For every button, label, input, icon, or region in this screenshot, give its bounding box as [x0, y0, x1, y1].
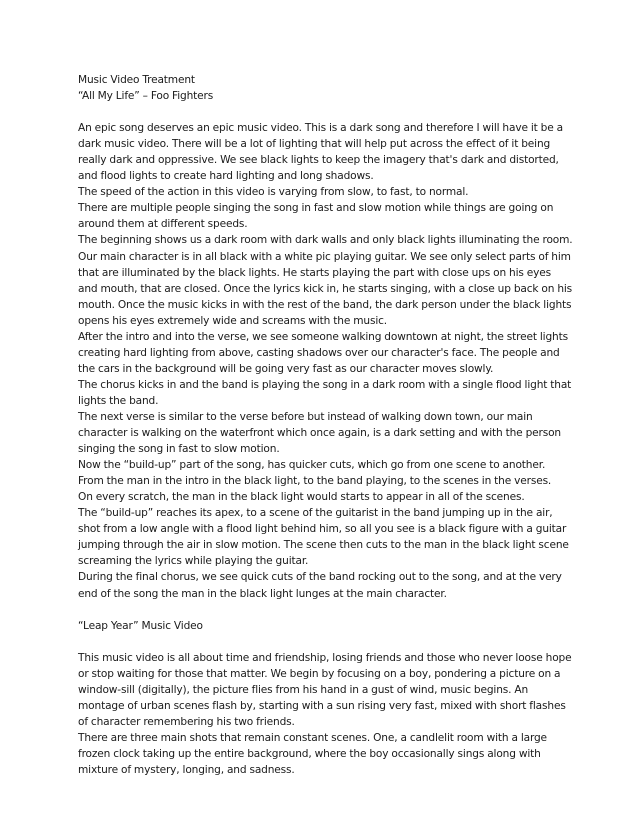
paragraph-scratch: On every scratch, the man in the black light would starts to appear in all of the scenes.: [78, 491, 525, 504]
treatment-heading: Music Video Treatment: [78, 74, 195, 86]
paragraph-next-verse: The next verse is similar to the verse before but instead of walking down town, our main character is walking on the waterfront which once again, is a dark setting and with the person singing the song in fast to slow motion.: [78, 410, 561, 456]
paragraph-speed: The speed of the action in this video is varying from slow, to fast, to normal.: [78, 186, 469, 199]
spacer: [78, 104, 573, 120]
paragraph-main-shots: There are three main shots that remain constant scenes. One, a candlelit room with a large frozen clock taking up the entire background, where the boy occasionally sings along with mixture of mystery, longing, and sadness.: [78, 731, 547, 777]
paragraph-singers: There are multiple people singing the song in fast and slow motion while things are going on around them at different speeds.: [78, 202, 554, 231]
paragraph-apex: The “build-up” reaches its apex, to a scene of the guitarist in the band jumping up in the air, shot from a low angle with a flood light behind him, so all you see is a black figure with a guitar jumping through the air in slow motion. The scene then cuts to the man in the black light scene screaming the lyrics while playing the guitar.: [78, 507, 569, 568]
paragraph-leap-year-intro: This music video is all about time and friendship, losing friends and those who never loose hope or stop waiting for those that matter. We begin by focusing on a boy, pondering a picture on a window-sill (digitally), the picture flies from his hand in a gust of wind, music begins. An montage of urban scenes flash by, starting with a sun rising very fast, mixed with short flashes of character remembering his two friends.: [78, 651, 572, 728]
paragraph-intro: An epic song deserves an epic music video. This is a dark song and therefore I will have it be a dark music video. There will be a lot of lighting that will help put across the effect of it being really dark and oppressive. We see black lights to keep the imagery that's dark and distorted, and flood lights to create hard lighting and long shadows.: [78, 122, 563, 183]
paragraph-chorus: The chorus kicks in and the band is playing the song in a dark room with a single flood light that lights the band.: [78, 378, 572, 407]
paragraph-build-up: Now the “build-up” part of the song, has quicker cuts, which go from one scene to another. From the man in the intro in the black light, to the band playing, to the scenes in the verses.: [78, 459, 552, 488]
spacer: [78, 602, 573, 618]
spacer: [78, 634, 573, 650]
document-body: [78, 72, 573, 778]
paragraph-final-chorus: During the final chorus, we see quick cuts of the band rocking out to the song, and at the very end of the song the man in the black light lunges at the main character.: [78, 571, 562, 600]
section-title: “Leap Year” Music Video: [78, 619, 203, 632]
paragraph-verse: After the intro and into the verse, we see someone walking downtown at night, the street lights creating hard lighting from above, casting shadows over our character's face. The people and the cars in the background will be going very fast as our character moves slowly.: [78, 330, 568, 375]
paragraph-beginning: The beginning shows us a dark room with dark walls and only black lights illuminating the room. Our main character is in all black with a white pic playing guitar. We see only select parts of him that are illuminated by the black lights. He starts playing the part with close ups on his eyes and mouth, that are closed. Once the lyrics kick in, he starts singing, with a close up back on his mouth. Once the music kicks in with the rest of the band, the dark person under the black lights opens his eyes extremely wide and screams with the music.: [78, 234, 573, 327]
song-title: “All My Life” – Foo Fighters: [78, 90, 214, 103]
